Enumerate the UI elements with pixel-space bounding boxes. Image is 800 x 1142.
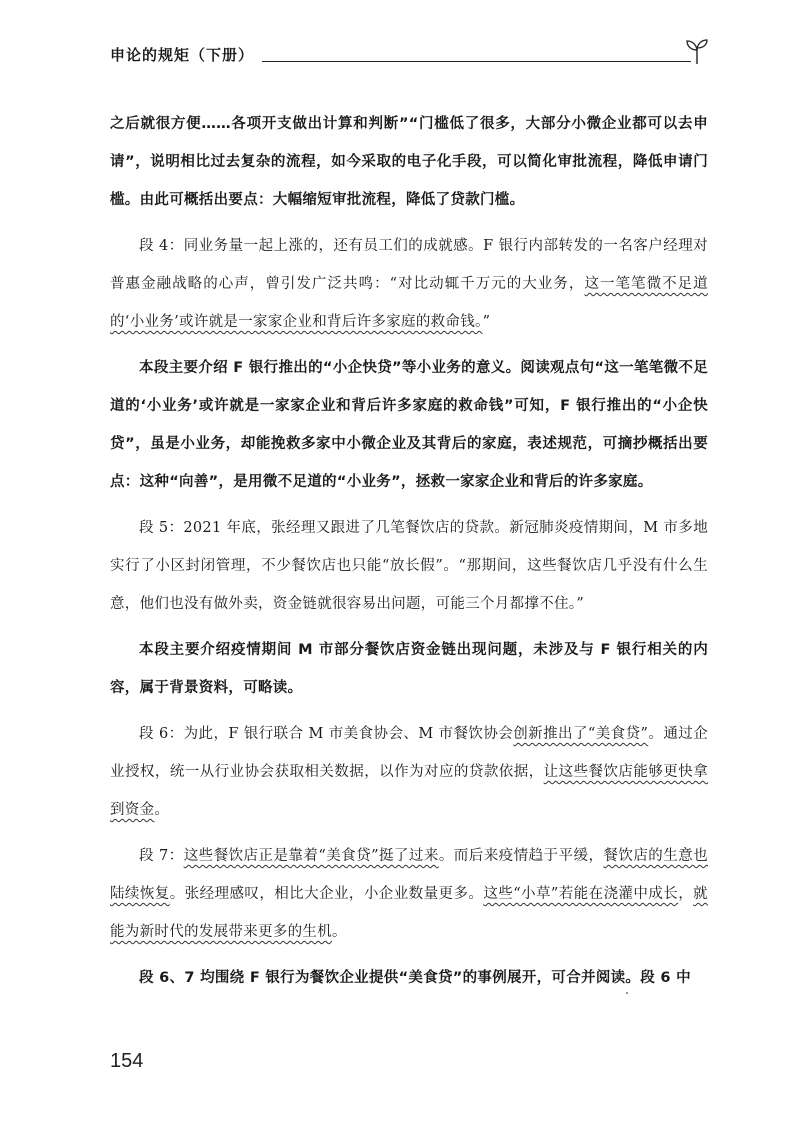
underlined-phrase: 这些餐饮店正是靠着“美食贷”挺了过来 — [183, 848, 439, 864]
underlined-phrase: 这些“小草”若能在浇灌中成长 — [483, 886, 679, 902]
text-segment: 。而后来疫情趋于平缓， — [438, 848, 604, 864]
running-header — [110, 44, 705, 74]
underlined-phrase: 就能为新时代的发展带来更多的生机 — [110, 886, 708, 940]
text-segment: 段 6、7 均围绕 F 银行为餐饮企业提供“美食贷”的事例展开，可合并阅读。段 6 中 — [139, 970, 691, 986]
text-segment: ， — [678, 886, 694, 902]
analysis-paragraph — [110, 349, 708, 501]
page-body — [110, 105, 708, 1005]
book-title: 申论的规矩（下册） — [110, 46, 255, 64]
underlined-phrase: 创新推出了“美食贷” — [513, 726, 649, 742]
text-segment: 。张经理感叹，相比大企业，小企业数量更多。 — [169, 886, 484, 902]
source-paragraph — [110, 837, 708, 951]
text-segment: 之后就很方便……各项开支做出计算和判断”“门槛低了很多，大部分小微企业都可以去申请”，说明相比过去复杂的流程，如今采取的电子化手段，可以简化审批流程，降低申请门槛。由此可概括出要点：大幅缩短审批流程，降低了贷款门槛。 — [110, 116, 708, 208]
sprout-icon — [685, 38, 709, 66]
header-rule — [262, 61, 691, 62]
text-segment: 。通过企业授权，统一从行业协会获取相关数据，以作为对应的贷款依据， — [110, 726, 709, 780]
text-segment: 段 6：为此，F 银行联合 M 市美食协会、M 市餐饮协会 — [139, 726, 514, 742]
text-segment: 段 5：2021 年底，张经理又跟进了几笔餐饮店的贷款。新冠肺炎疫情期间，M 市多地实行了小区封闭管理，不少餐饮店也只能“放长假”。“那期间，这些餐饮店几乎没有什么生意，他们也没有做外卖，资金链就很容易出问题，可能三个月都撑不住。” — [110, 520, 708, 612]
analysis-paragraph — [110, 631, 708, 707]
analysis-paragraph — [110, 105, 708, 219]
source-paragraph — [110, 509, 708, 623]
text-segment: 本段主要介绍 F 银行推出的“小企快贷”等小业务的意义。阅读观点句“这一笔笔微不足道的‘小业务’或许就是一家家企业和背后许多家庭的救命钱”可知，F 银行推出的“小企快贷”，虽是小业务，却能挽救多家中小微企业及其背后的家庭，表述规范，可摘抄概括出要点：这种“向善”，是用微不足道的“小业务”，拯救一家家企业和背后的许多家庭。 — [110, 360, 708, 490]
text-segment: ” — [482, 314, 491, 330]
underlined-phrase: 这一笔笔微不足道的‘小业务’或许就是一家家企业和背后许多家庭的救命钱。 — [110, 276, 708, 330]
text-segment: 段 4：同业务量一起上涨的，还有员工们的成就感。F 银行内部转发的一名客户经理对普惠金融战略的心声，曾引发广泛共鸣：“对比动辄千万元的大业务， — [110, 238, 708, 292]
text-segment: 。 — [332, 924, 347, 940]
source-paragraph — [110, 715, 708, 829]
page-number: 154 — [110, 1050, 144, 1072]
scan-speck — [626, 992, 628, 994]
text-segment: 。 — [154, 802, 170, 818]
analysis-paragraph — [110, 959, 708, 997]
underlined-phrase: 餐饮店的生意也陆续恢复 — [110, 848, 708, 902]
underlined-phrase: 让这些餐饮店能够更快拿到资金 — [110, 764, 708, 818]
source-paragraph — [110, 227, 708, 341]
text-segment: 段 7： — [139, 848, 184, 864]
text-segment: 本段主要介绍疫情期间 M 市部分餐饮店资金链出现问题，未涉及与 F 银行相关的内容，属于背景资料，可略读。 — [110, 642, 708, 696]
